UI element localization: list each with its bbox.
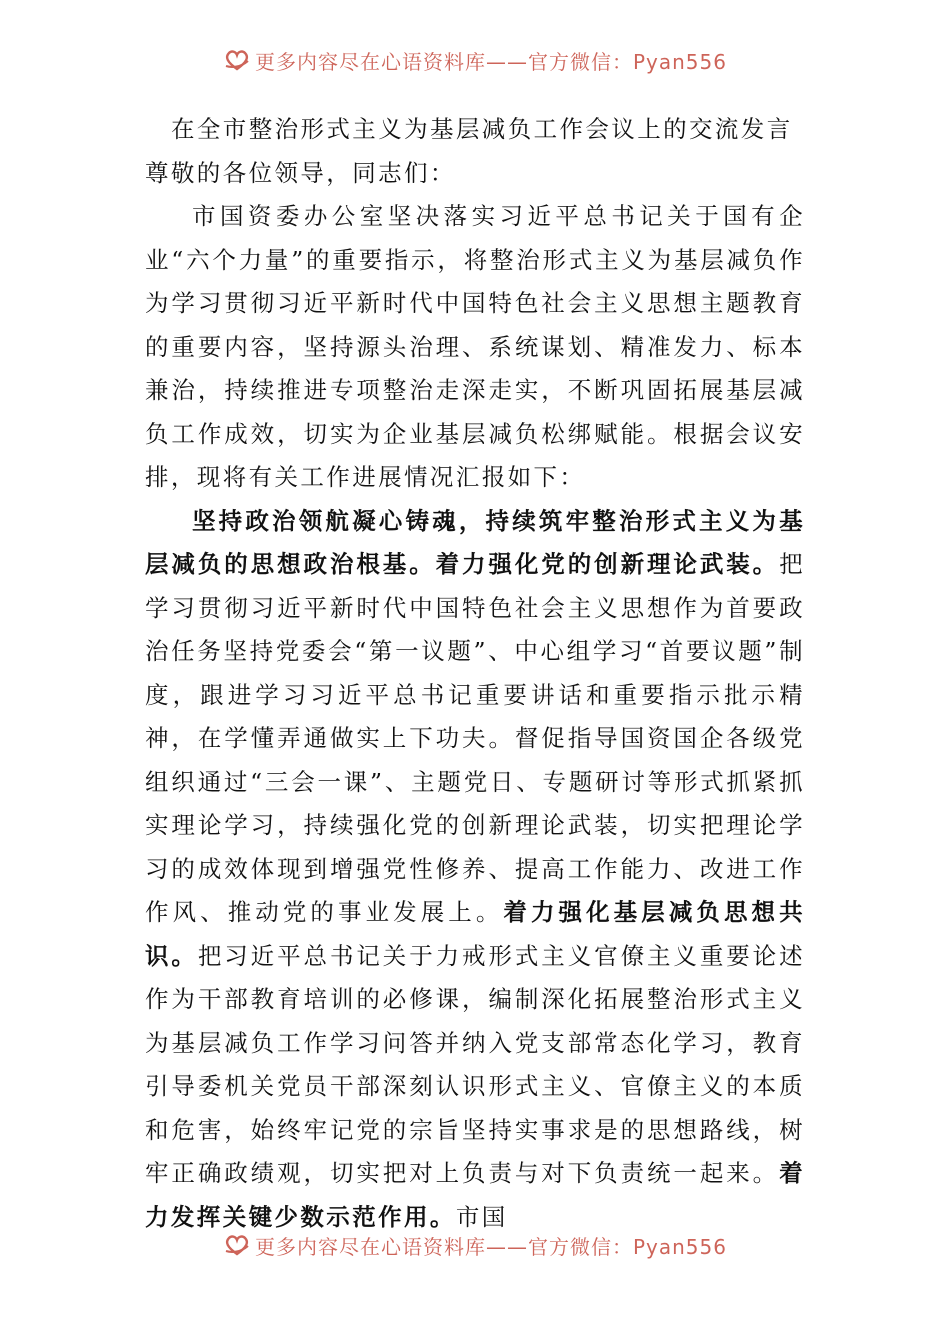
watermark-header: [0, 40, 950, 80]
subsection-1-heading: 着力强化党的创新理论武装。: [435, 550, 780, 578]
subsection-2-heading: 着力强化基层减负思想共识。: [145, 898, 805, 970]
intro-paragraph: 市国资委办公室坚决落实习近平总书记关于国有企业“六个力量”的重要指示，将整治形式主义为基层减负作为学习贯彻习近平新时代中国特色社会主义思想主题教育的重要内容，坚持源头治理、系统谋划、精准发力、标本兼治，持续推进专项整治走深走实，不断巩固拓展基层减负工作成效，切实为企业基层减负松绑赋能。根据会议安排，现将有关工作进展情况汇报如下：: [145, 202, 805, 491]
subsection-2-body: 把习近平总书记关于力戒形式主义官僚主义重要论述作为干部教育培训的必修课，编制深化拓展整治形式主义为基层减负工作学习问答并纳入党支部常态化学习，教育引导委机关党员干部深刻认识形式主义、官僚主义的本质和危害，始终牢记党的宗旨坚持实事求是的思想路线，树牢正确政绩观，切实把对上负责与对下负责统一起来。: [145, 941, 805, 1187]
watermark-text: 更多内容尽在心语资料库——官方微信：Pyan556: [254, 1234, 727, 1259]
section-1-paragraph: [145, 500, 805, 1240]
watermark-footer: [0, 1225, 950, 1265]
heart-swirl-logo-icon: [223, 49, 251, 71]
document-body: [145, 108, 805, 1239]
heart-swirl-logo-icon: [223, 1234, 251, 1256]
subsection-3-heading: 着力发挥关键少数示范作用。: [145, 1159, 805, 1231]
watermark-text: 更多内容尽在心语资料库——官方微信：Pyan556: [254, 49, 727, 74]
document-title: 在全市整治形式主义为基层减负工作会议上的交流发言: [171, 115, 793, 143]
subsection-1-body: 把学习贯彻习近平新时代中国特色社会主义思想作为首要政治任务坚持党委会“第一议题”、中心组学习“首要议题”制度，跟进学习习近平总书记重要讲话和重要指示批示精神，在学懂弄通做实上下功夫。督促指导国资国企各级党组织通过“三会一课”、主题党日、专题研讨等形式抓紧抓实理论学习，持续强化党的创新理论武装，切实把理论学习的成效体现到增强党性修养、提高工作能力、改进工作作风、推动党的事业发展上。: [145, 550, 805, 926]
subsection-3-body: 市国: [455, 1202, 508, 1231]
section-1-heading: 坚持政治领航凝心铸魂，持续筑牢整治形式主义为基层减负的思想政治根基。: [145, 506, 805, 578]
salutation: 尊敬的各位领导，同志们：: [145, 158, 456, 187]
